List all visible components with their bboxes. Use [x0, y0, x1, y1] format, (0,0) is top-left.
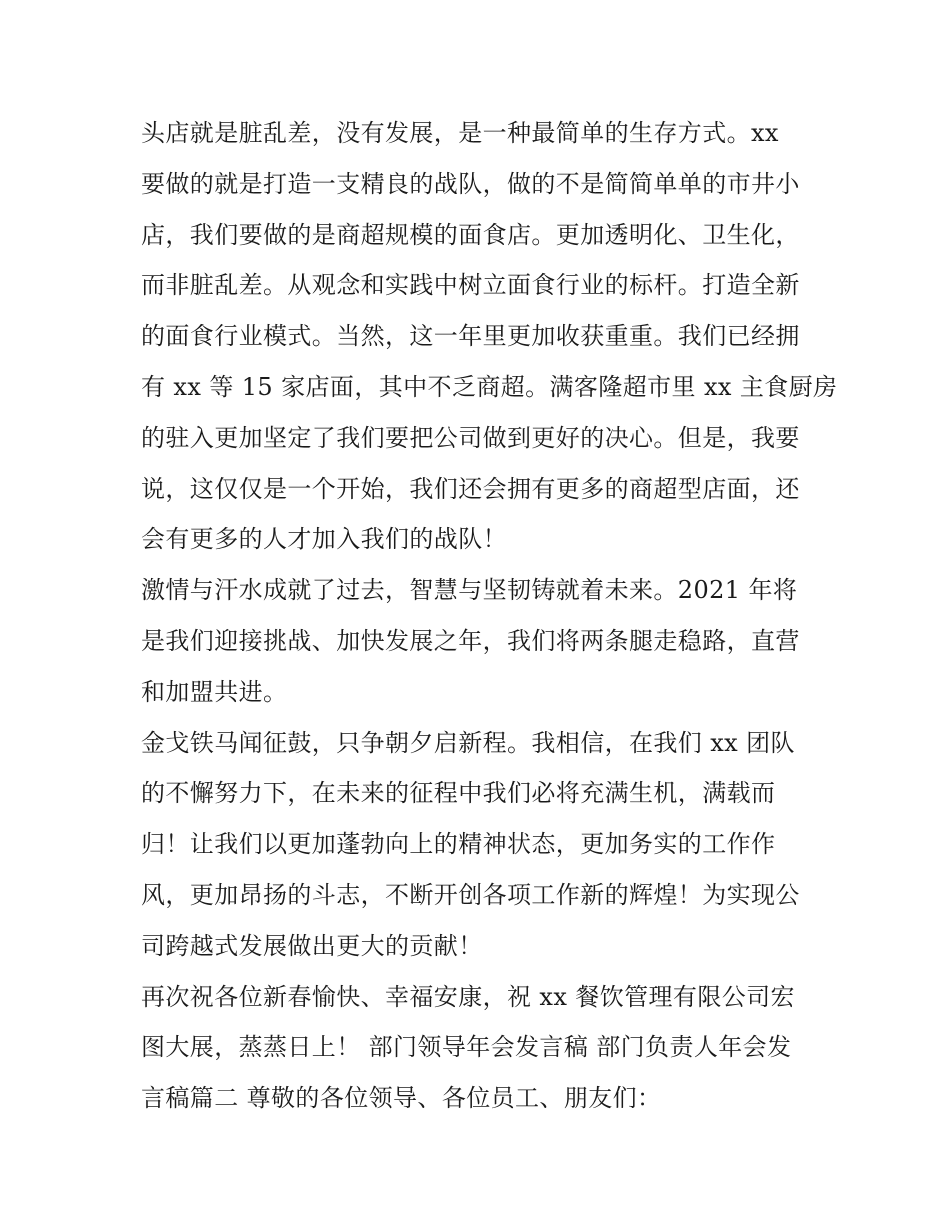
text-line: 和加盟共进。 [141, 677, 288, 706]
document-body [141, 108, 838, 1124]
text-line: 而非脏乱差。从观念和实践中树立面食行业的标杆。打造全新 [141, 271, 800, 300]
text-line: 会有更多的人才加入我们的战队！ [141, 525, 507, 554]
text-line: 言稿篇二 尊敬的各位领导、各位员工、朋友们： [141, 1084, 662, 1113]
text-line: 再次祝各位新春愉快、幸福安康，祝 xx 餐饮管理有限公司宏 [141, 982, 795, 1011]
text-line: 激情与汗水成就了过去，智慧与坚韧铸就着未来。2021 年将 [141, 576, 798, 605]
text-line: 风，更加昂扬的斗志，不断开创各项工作新的辉煌！为实现公 [141, 880, 800, 909]
text-line: 的面食行业模式。当然，这一年里更加收获重重。我们已经拥 [141, 322, 800, 351]
text-line: 是我们迎接挑战、加快发展之年，我们将两条腿走稳路，直营 [141, 626, 800, 655]
paragraph-4 [141, 972, 821, 1124]
paragraph-1 [141, 108, 838, 565]
text-line: 要做的就是打造一支精良的战队，做的不是简简单单的市井小 [141, 169, 800, 198]
text-line: 司跨越式发展做出更大的贡献！ [141, 931, 483, 960]
text-line: 归！让我们以更加蓬勃向上的精神状态，更加务实的工作作 [141, 830, 776, 859]
paragraph-2 [141, 565, 821, 717]
text-line: 的不懈努力下，在未来的征程中我们必将充满生机，满载而 [141, 779, 776, 808]
text-line: 有 xx 等 15 家店面，其中不乏商超。满客隆超市里 xx 主食厨房 [141, 372, 838, 401]
text-line: 头店就是脏乱差，没有发展，是一种最简单的生存方式。xx [141, 119, 779, 147]
text-line: 说，这仅仅是一个开始，我们还会拥有更多的商超型店面，还 [141, 474, 800, 503]
text-line: 店，我们要做的是商超规模的面食店。更加透明化、卫生化， [141, 220, 800, 249]
text-line: 图大展，蒸蒸日上！ 部门领导年会发言稿 部门负责人年会发 [141, 1033, 792, 1062]
paragraph-3 [141, 718, 821, 972]
text-line: 的驻入更加坚定了我们要把公司做到更好的决心。但是，我要 [141, 423, 800, 452]
text-line: 金戈铁马闻征鼓，只争朝夕启新程。我相信，在我们 xx 团队 [141, 728, 795, 757]
